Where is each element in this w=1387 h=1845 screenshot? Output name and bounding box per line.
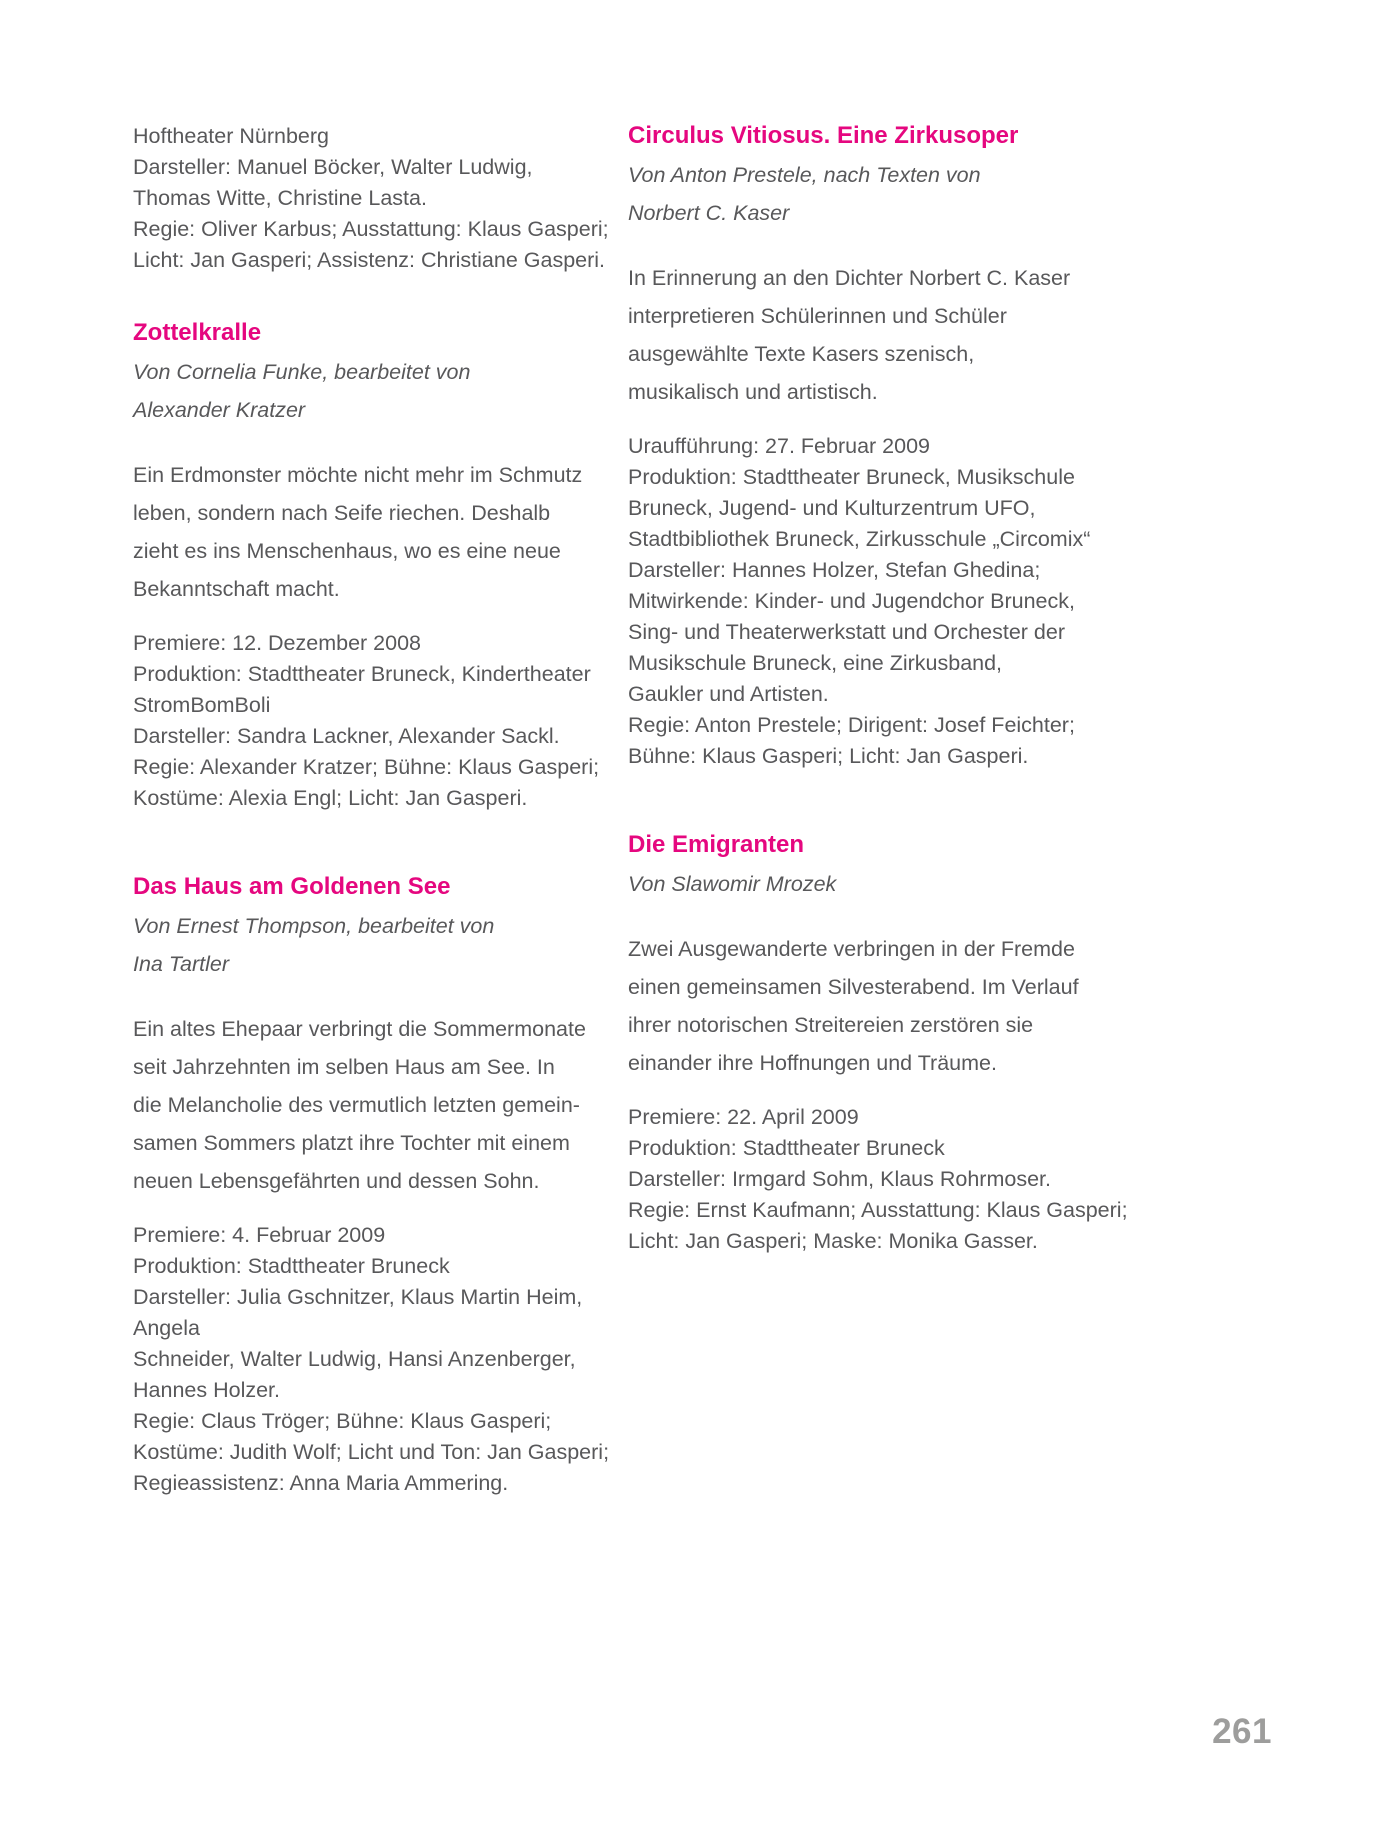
- credit-line: Darsteller: Hannes Holzer, Stefan Ghedina;: [628, 558, 1041, 582]
- credit-line: Bühne: Klaus Gasperi; Licht: Jan Gasperi.: [628, 744, 1029, 768]
- credit-line: Produktion: Stadttheater Bruneck, Kindertheater: [133, 662, 591, 686]
- subtitle-line: Von Ernest Thompson, bearbeitet von: [133, 914, 495, 938]
- credit-line: Bruneck, Jugend- und Kulturzentrum UFO,: [628, 496, 1036, 520]
- credit-line: Regie: Oliver Karbus; Ausstattung: Klaus Gasperi;: [133, 217, 609, 241]
- body-line: Ein Erdmonster möchte nicht mehr im Schmutz: [133, 463, 583, 487]
- subtitle-line: Von Anton Prestele, nach Texten von: [628, 163, 981, 187]
- credit-line: Darsteller: Irmgard Sohm, Klaus Rohrmoser.: [628, 1167, 1051, 1191]
- right-column: [628, 121, 1128, 1257]
- section-description: [133, 456, 633, 608]
- credit-line: Produktion: Stadttheater Bruneck: [133, 1254, 450, 1278]
- body-line: einander ihre Hoffnungen und Träume.: [628, 1051, 997, 1075]
- credit-line: Kostüme: Alexia Engl; Licht: Jan Gasperi.: [133, 786, 528, 810]
- section-title-zottelkralle: Zottelkralle: [133, 319, 262, 346]
- credit-line: Premiere: 22. April 2009: [628, 1105, 859, 1129]
- section-description: [628, 930, 1128, 1082]
- section-description: [628, 259, 1128, 411]
- credit-line: StromBomBoli: [133, 693, 271, 717]
- body-line: die Melancholie des vermutlich letzten gemein-: [133, 1093, 580, 1117]
- body-line: Bekanntschaft macht.: [133, 577, 340, 601]
- credit-line: Regie: Anton Prestele; Dirigent: Josef Feichter;: [628, 713, 1075, 737]
- section-credits: [628, 1102, 1128, 1257]
- credit-line: Musikschule Bruneck, eine Zirkusband,: [628, 651, 1003, 675]
- body-line: seit Jahrzehnten im selben Haus am See. In: [133, 1055, 555, 1079]
- credit-line: Produktion: Stadttheater Bruneck: [628, 1136, 945, 1160]
- section-subtitle: [133, 907, 633, 983]
- credit-line: Darsteller: Sandra Lackner, Alexander Sackl.: [133, 724, 560, 748]
- subtitle-line: Norbert C. Kaser: [628, 201, 790, 225]
- body-line: samen Sommers platzt ihre Tochter mit einem: [133, 1131, 570, 1155]
- body-line: leben, sondern nach Seife riechen. Deshalb: [133, 501, 551, 525]
- credit-line: Premiere: 12. Dezember 2008: [133, 631, 422, 655]
- credit-line: Regie: Claus Tröger; Bühne: Klaus Gasperi;: [133, 1409, 552, 1433]
- body-line: interpretieren Schülerinnen und Schüler: [628, 304, 1007, 328]
- intro-credits-block: [133, 121, 633, 276]
- credit-line: Mitwirkende: Kinder- und Jugendchor Bruneck,: [628, 589, 1075, 613]
- credit-line: Thomas Witte, Christine Lasta.: [133, 186, 427, 210]
- body-line: Ein altes Ehepaar verbringt die Sommermonate: [133, 1017, 586, 1041]
- section-title-das-haus-am-goldenen-see: Das Haus am Goldenen See: [133, 873, 451, 900]
- credit-line: Kostüme: Judith Wolf; Licht und Ton: Jan Gasperi;: [133, 1440, 610, 1464]
- section-subtitle: [133, 353, 633, 429]
- body-line: Zwei Ausgewanderte verbringen in der Fremde: [628, 937, 1075, 961]
- credit-line: Gaukler und Artisten.: [628, 682, 829, 706]
- credit-line: Uraufführung: 27. Februar 2009: [628, 434, 930, 458]
- credit-line: Hannes Holzer.: [133, 1378, 280, 1402]
- left-column: [133, 121, 633, 1499]
- section-subtitle: [628, 865, 1128, 903]
- section-credits: [133, 628, 633, 814]
- body-line: zieht es ins Menschenhaus, wo es eine neue: [133, 539, 561, 563]
- body-line: ihrer notorischen Streitereien zerstören sie: [628, 1013, 1034, 1037]
- credit-line: Regie: Alexander Kratzer; Bühne: Klaus Gasperi;: [133, 755, 600, 779]
- section-credits: [628, 431, 1128, 772]
- credit-line: Licht: Jan Gasperi; Assistenz: Christiane Gasperi.: [133, 248, 606, 272]
- subtitle-line: Von Slawomir Mrozek: [628, 872, 837, 896]
- credit-line: Produktion: Stadttheater Bruneck, Musikschule: [628, 465, 1075, 489]
- credit-line: Sing- und Theaterwerkstatt und Orchester der: [628, 620, 1065, 644]
- subtitle-line: Ina Tartler: [133, 952, 230, 976]
- body-line: In Erinnerung an den Dichter Norbert C. Kaser: [628, 266, 1071, 290]
- section-title-circulus-vitiosus: Circulus Vitiosus. Eine Zirkusoper: [628, 122, 1019, 149]
- body-line: ausgewählte Texte Kasers szenisch,: [628, 342, 975, 366]
- credit-line: Regie: Ernst Kaufmann; Ausstattung: Klaus Gasperi;: [628, 1198, 1128, 1222]
- credit-line: Licht: Jan Gasperi; Maske: Monika Gasser.: [628, 1229, 1038, 1253]
- section-credits: [133, 1220, 633, 1499]
- page-number: 261: [1212, 1712, 1272, 1751]
- credit-line: Darsteller: Manuel Böcker, Walter Ludwig,: [133, 155, 533, 179]
- credit-line: Schneider, Walter Ludwig, Hansi Anzenberger,: [133, 1347, 576, 1371]
- subtitle-line: Alexander Kratzer: [133, 398, 306, 422]
- section-title-die-emigranten: Die Emigranten: [628, 831, 805, 858]
- credit-line: Hoftheater Nürnberg: [133, 124, 329, 148]
- credit-line: Stadtbibliothek Bruneck, Zirkusschule „Circomix“: [628, 527, 1091, 551]
- credit-line: Regieassistenz: Anna Maria Ammering.: [133, 1471, 509, 1495]
- body-line: neuen Lebensgefährten und dessen Sohn.: [133, 1169, 540, 1193]
- body-line: musikalisch und artistisch.: [628, 380, 878, 404]
- credit-line: Darsteller: Julia Gschnitzer, Klaus Martin Heim, Angela: [133, 1285, 583, 1340]
- section-description: [133, 1010, 633, 1200]
- body-line: einen gemeinsamen Silvesterabend. Im Verlauf: [628, 975, 1079, 999]
- credit-line: Premiere: 4. Februar 2009: [133, 1223, 386, 1247]
- section-subtitle: [628, 156, 1128, 232]
- subtitle-line: Von Cornelia Funke, bearbeitet von: [133, 360, 471, 384]
